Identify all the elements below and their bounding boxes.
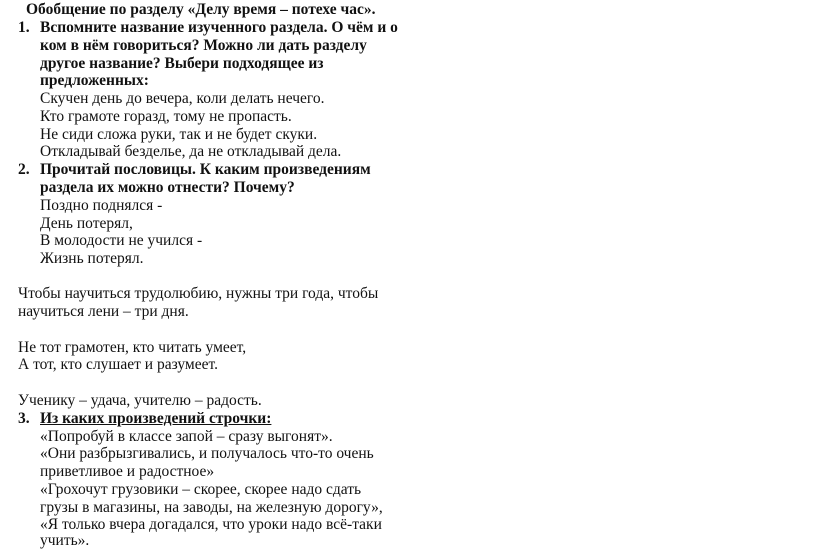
proverb-line: Ученику – удача, учителю – радость.: [18, 392, 262, 409]
proverb-line: научиться лени – три дня.: [18, 303, 189, 320]
question-1-line: ком в нём говориться? Можно ли дать разделу: [40, 37, 367, 54]
quote-line: «Они разбрызгивались, и получалось что-то очень: [40, 445, 374, 462]
page-title: Обобщение по разделу «Делу время – потехе час».: [26, 1, 376, 18]
question-2-line: раздела их можно отнести? Почему?: [40, 179, 295, 196]
proverb-line: Поздно поднялся -: [40, 197, 163, 214]
question-1-line: Вспомните название изученного раздела. О чём и о: [40, 19, 398, 36]
proverb-line: А тот, кто слушает и разумеет.: [18, 356, 218, 373]
proverb-line: В молодости не учился -: [40, 232, 203, 249]
quote-line: приветливое и радостное»: [40, 463, 215, 480]
proverb-line: Жизнь потерял.: [40, 250, 144, 267]
proverb-option: Кто грамоте горазд, тому не пропасть.: [40, 108, 292, 125]
proverb-line: День потерял,: [40, 215, 133, 232]
question-1-number: 1.: [18, 19, 30, 36]
proverb-line: Не тот грамотен, кто читать умеет,: [18, 339, 247, 356]
question-2-line: Прочитай пословицы. К каким произведениям: [40, 161, 371, 178]
quote-line: учить».: [40, 532, 90, 549]
question-3-heading: Из каких произведений строчки:: [40, 410, 272, 427]
quote-line: «Я только вчера догадался, что уроки надо всё-таки: [40, 516, 382, 533]
quote-line: «Попробуй в классе запой – сразу выгонят».: [40, 428, 333, 445]
proverb-option: Не сиди сложа руки, так и не будет скуки.: [40, 126, 318, 143]
question-1-line: другое название? Выбери подходящее из: [40, 55, 324, 72]
quote-line: грузы в магазины, на заводы, на железную дорогу»,: [40, 499, 383, 516]
quote-line: «Грохочут грузовики – скорее, скорее надо сдать: [40, 481, 362, 498]
question-2-number: 2.: [18, 161, 30, 178]
question-3-number: 3.: [18, 410, 30, 427]
proverb-option: Скучен день до вечера, коли делать нечего.: [40, 90, 325, 107]
proverb-option: Откладывай безделье, да не откладывай дела.: [40, 143, 342, 160]
question-1-line: предложенных:: [40, 72, 149, 89]
proverb-line: Чтобы научиться трудолюбию, нужны три года, чтобы: [18, 285, 379, 302]
